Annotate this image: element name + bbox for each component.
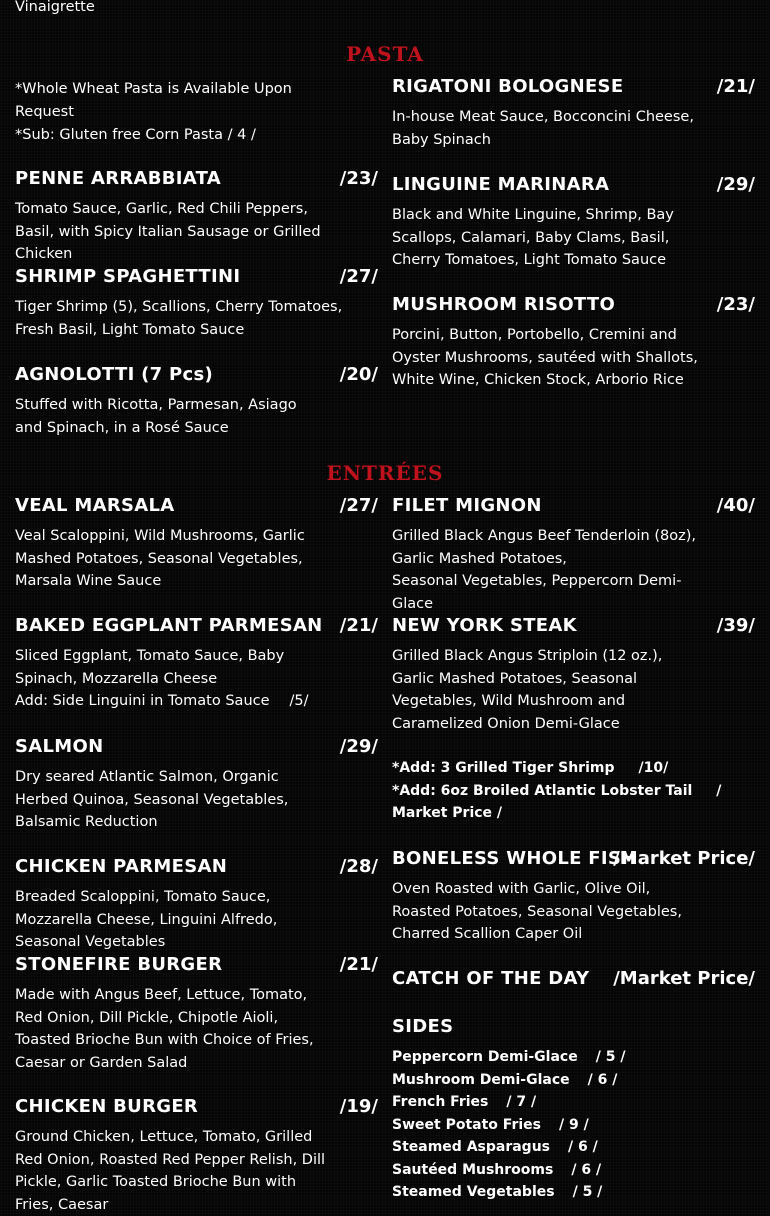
item-desc: Ground Chicken, Lettuce, Tomato, Grilled Red Onion, Roasted Red Pepper Relish, Dill Pickle, Garlic Toasted Brioche Bun with Fries, Caesar [15, 1129, 326, 1213]
item-desc: Breaded Scaloppini, Tomato Sauce, Mozzarella Cheese, Linguini Alfredo, Seasonal Vegetables [15, 889, 278, 950]
item-name: LINGUINE MARINARA [392, 174, 610, 195]
item-desc: Porcini, Button, Portobello, Cremini and Oyster Mushrooms, sautéed with Shallots, White Wine, Chicken Stock, Arborio Rice [392, 327, 698, 388]
item-desc: Veal Scaloppini, Wild Mushrooms, Garlic Mashed Potatoes, Seasonal Vegetables, Marsala Wine Sauce [15, 528, 305, 589]
item-desc-text: Sliced Eggplant, Tomato Sauce, Baby Spinach, Mozzarella Cheese [15, 648, 285, 687]
item-name: CHICKEN BURGER [15, 1096, 199, 1117]
item-price: /29/ [339, 736, 378, 757]
side-item: Sweet Potato Fries / 9 / [392, 1116, 589, 1133]
item-price: /27/ [339, 266, 378, 287]
item-price: /29/ [716, 174, 755, 195]
item-desc: In-house Meat Sauce, Bocconcini Cheese, Baby Spinach [392, 109, 694, 148]
item-add-on [15, 690, 350, 713]
item-desc: Grilled Black Angus Striploin (12 oz.), Garlic Mashed Potatoes, Seasonal Vegetables, Wild Mushroom and Caramelized Onion Demi-Glace [392, 648, 663, 732]
item-desc [15, 645, 350, 713]
item-desc: Tomato Sauce, Garlic, Red Chili Peppers, Basil, with Spicy Italian Sausage or Grilled Chicken [15, 201, 321, 262]
side-item: Sautéed Mushrooms / 6 / [392, 1161, 602, 1178]
section-title-entrees: ENTRÉES [326, 461, 444, 485]
item-name: CHICKEN PARMESAN [15, 856, 228, 877]
item-desc: Tiger Shrimp (5), Scallions, Cherry Tomatoes, Fresh Basil, Light Tomato Sauce [15, 299, 343, 338]
steak-addons [392, 757, 722, 825]
item-name: BONELESS WHOLE FISH [392, 848, 637, 869]
sides-title: SIDES [392, 1016, 454, 1037]
add-on-price: /5/ [289, 693, 309, 709]
item-price: /21/ [716, 76, 755, 97]
section-title-pasta: PASTA [346, 42, 424, 66]
item-price: /23/ [716, 294, 755, 315]
item-name: BAKED EGGPLANT PARMESAN [15, 615, 323, 636]
add-on-label: Add: Side Linguini in Tomato Sauce [15, 693, 270, 709]
addon-lobster-price: Market Price / [392, 805, 503, 821]
addon-lobster: *Add: 6oz Broiled Atlantic Lobster Tail / [392, 782, 722, 799]
item-desc: Oven Roasted with Garlic, Olive Oil, Roasted Potatoes, Seasonal Vegetables, Charred Scallion Caper Oil [392, 881, 682, 942]
item-price: /19/ [339, 1096, 378, 1117]
item-desc: Stuffed with Ricotta, Parmesan, Asiago and Spinach, in a Rosé Sauce [15, 397, 297, 436]
item-price: /27/ [339, 495, 378, 516]
note-whole-wheat: *Whole Wheat Pasta is Available Upon Request [15, 81, 292, 120]
item-price: /39/ [716, 615, 755, 636]
sides-list [392, 1046, 732, 1204]
item-name: MUSHROOM RISOTTO [392, 294, 616, 315]
item-price: /40/ [716, 495, 755, 516]
item-name: STONEFIRE BURGER [15, 954, 223, 975]
item-name: PENNE ARRABBIATA [15, 168, 222, 189]
item-name: VEAL MARSALA [15, 495, 175, 516]
item-desc: Dry seared Atlantic Salmon, Organic Herbed Quinoa, Seasonal Vegetables, Balsamic Reduction [15, 769, 289, 830]
item-name: FILET MIGNON [392, 495, 542, 516]
item-desc: Made with Angus Beef, Lettuce, Tomato, Red Onion, Dill Pickle, Chipotle Aioli, Toasted Brioche Bun with Choice of Fries, Caesar or Garden Salad [15, 987, 314, 1071]
item-name: SHRIMP SPAGHETTINI [15, 266, 241, 287]
side-item: French Fries / 7 / [392, 1094, 537, 1110]
item-desc: Black and White Linguine, Shrimp, Bay Scallops, Calamari, Baby Clams, Basil, Cherry Tomatoes, Light Tomato Sauce [392, 207, 674, 268]
side-item: Steamed Vegetables / 5 / [392, 1184, 603, 1200]
item-name: CATCH OF THE DAY [392, 968, 590, 989]
item-desc: Grilled Black Angus Beef Tenderloin (8oz), Garlic Mashed Potatoes, Seasonal Vegetables, Peppercorn Demi-Glace [392, 528, 696, 612]
side-item: Mushroom Demi-Glace / 6 / [392, 1071, 618, 1088]
cut-off-text: Vinaigrette [15, 0, 95, 15]
side-item: Peppercorn Demi-Glace / 5 / [392, 1049, 626, 1065]
note-gluten-free: *Sub: Gluten free Corn Pasta / 4 / [15, 127, 256, 143]
item-price: /Market Price/ [613, 848, 755, 869]
item-name: AGNOLOTTI (7 Pcs) [15, 364, 214, 385]
item-name: NEW YORK STEAK [392, 615, 577, 636]
item-price: /28/ [339, 856, 378, 877]
item-name: SALMON [15, 736, 104, 757]
item-price: /23/ [339, 168, 378, 189]
item-price: /21/ [339, 954, 378, 975]
item-price: /21/ [339, 615, 378, 636]
item-price: /20/ [339, 364, 378, 385]
item-name: RIGATONI BOLOGNESE [392, 76, 624, 97]
addon-shrimp: *Add: 3 Grilled Tiger Shrimp /10/ [392, 760, 669, 776]
side-item: Steamed Asparagus / 6 / [392, 1139, 598, 1155]
pasta-note [15, 78, 345, 147]
item-price: /Market Price/ [613, 968, 755, 989]
